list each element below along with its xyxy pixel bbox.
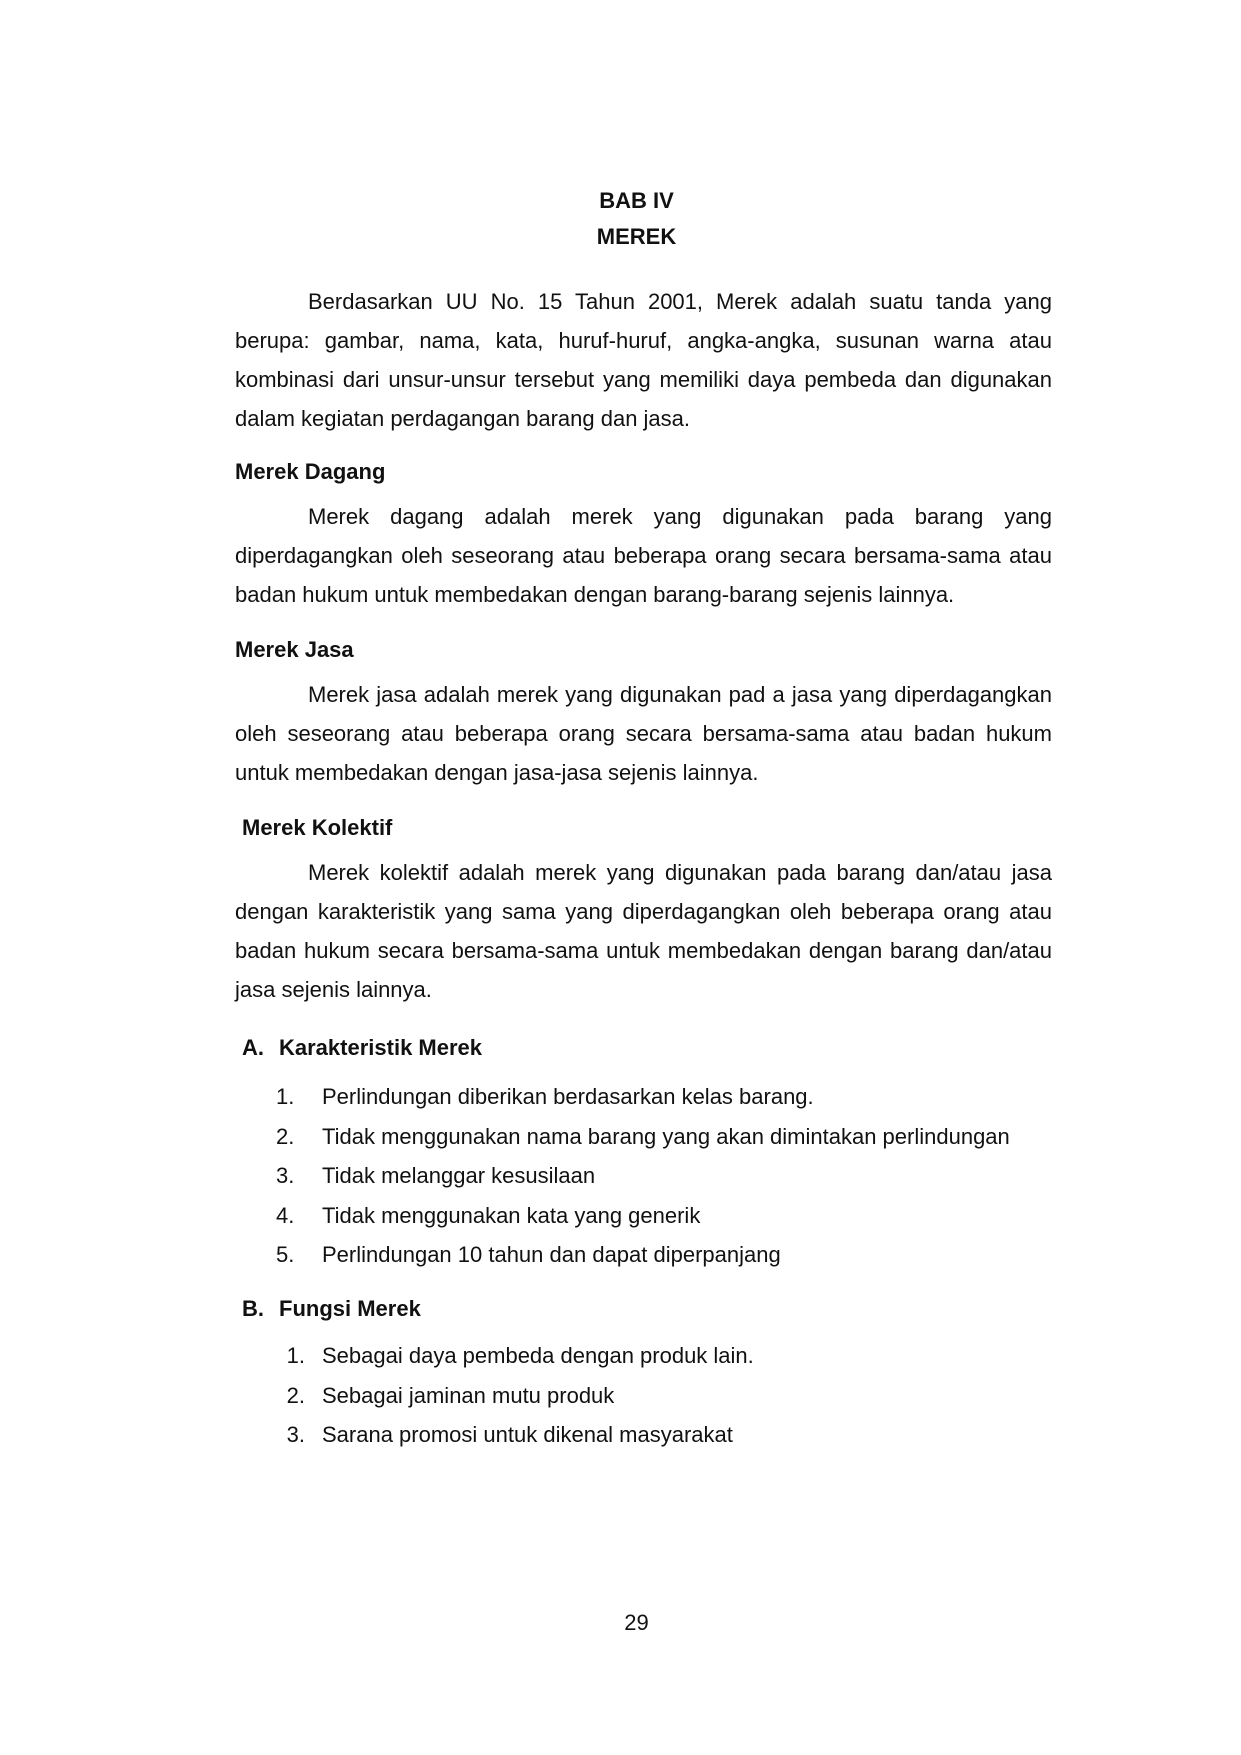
list-item [276, 1196, 1010, 1236]
list-item [276, 1117, 1010, 1157]
section-title: Karakteristik Merek [279, 1035, 483, 1060]
list-text: Sebagai jaminan mutu produk [322, 1382, 615, 1408]
list-number: 2. [286, 1382, 305, 1408]
paragraph-merek-kolektif: Merek kolektif adalah merek yang digunakan pada barang dan/atau jasa dengan karakteristik yang sama yang diperdagangkan oleh beberapa orang atau badan hukum secara bersama-sama untuk membedakan dengan barang dan/atau jasa sejenis lainnya. [235, 860, 1052, 1002]
section-letter: A. [242, 1035, 264, 1060]
list-number: 3. [276, 1163, 295, 1188]
intro-paragraph: Berdasarkan UU No. 15 Tahun 2001, Merek adalah suatu tanda yang berupa: gambar, nama, kata, huruf-huruf, angka-angka, susunan warna atau kombinasi dari unsur-unsur tersebut yang memiliki daya pembeda dan digunakan dalam kegiatan perdagangan barang dan jasa. [235, 289, 1052, 431]
list-number: 2. [276, 1123, 295, 1149]
list-text: Sebagai daya pembeda dengan produk lain. [322, 1343, 754, 1368]
list-item [276, 1415, 754, 1455]
section-title: Fungsi Merek [279, 1296, 421, 1321]
heading-merek-dagang: Merek Dagang [235, 459, 386, 484]
section-heading-karakteristik [242, 1035, 482, 1061]
list-number: 4. [276, 1202, 295, 1228]
list-item [276, 1235, 1010, 1275]
list-text: Perlindungan 10 tahun dan dapat diperpanjang [322, 1242, 781, 1267]
fungsi-list [276, 1336, 754, 1455]
chapter-title: MEREK [596, 224, 677, 249]
list-item [276, 1376, 754, 1416]
paragraph-merek-dagang: Merek dagang adalah merek yang digunakan pada barang yang diperdagangkan oleh seseorang atau beberapa orang secara bersama-sama atau badan hukum untuk membedakan dengan barang-barang sejenis lainnya. [235, 504, 1052, 607]
page-number: 29 [624, 1610, 649, 1635]
section-letter: B. [242, 1296, 264, 1321]
list-item [276, 1077, 1010, 1117]
list-text: Tidak menggunakan kata yang generik [322, 1202, 701, 1228]
karakteristik-list [276, 1077, 1010, 1275]
list-item [276, 1156, 1010, 1196]
list-item [276, 1336, 754, 1376]
list-number: 3. [286, 1422, 305, 1447]
list-number: 1. [286, 1343, 305, 1368]
list-text: Perlindungan diberikan berdasarkan kelas barang. [322, 1084, 814, 1109]
list-number: 5. [276, 1242, 295, 1267]
section-heading-fungsi [242, 1296, 421, 1322]
list-text: Sarana promosi untuk dikenal masyarakat [322, 1422, 733, 1447]
heading-merek-kolektif: Merek Kolektif [242, 815, 393, 840]
list-number: 1. [276, 1084, 295, 1109]
heading-merek-jasa: Merek Jasa [235, 637, 354, 662]
paragraph-merek-jasa: Merek jasa adalah merek yang digunakan pad a jasa yang diperdagangkan oleh seseorang atau beberapa orang secara bersama-sama atau badan hukum untuk membedakan dengan jasa-jasa sejenis lainnya. [235, 682, 1052, 785]
list-text: Tidak menggunakan nama barang yang akan dimintakan perlindungan [322, 1123, 1010, 1149]
chapter-number: BAB IV [599, 188, 674, 213]
list-text: Tidak melanggar kesusilaan [322, 1163, 596, 1188]
